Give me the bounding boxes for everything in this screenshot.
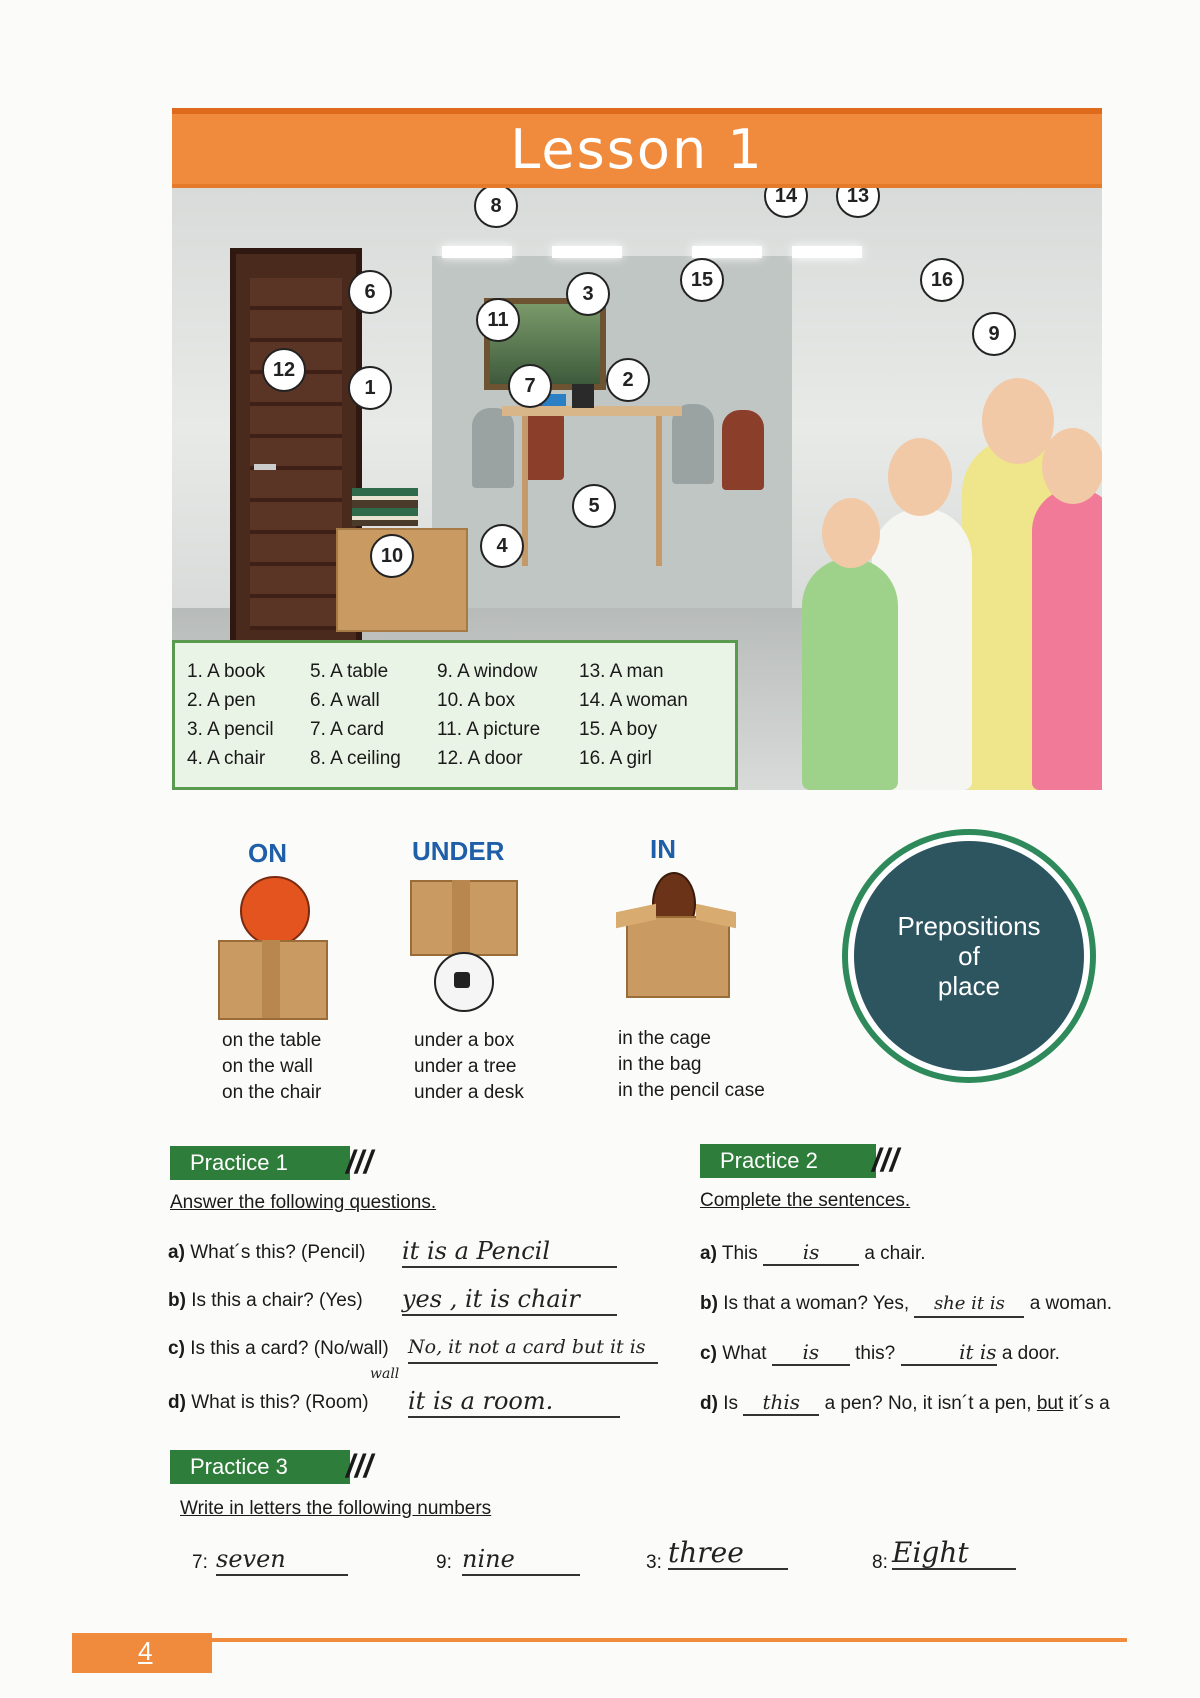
vocab-item: 1. A book xyxy=(187,661,266,682)
marker-11: 11 xyxy=(476,298,520,342)
marker-2: 2 xyxy=(606,358,650,402)
prep-heading-on: ON xyxy=(248,838,287,868)
practice-2-label: Practice 2 xyxy=(720,1148,818,1173)
prepositions-badge xyxy=(848,835,1090,1077)
page-number: 4 xyxy=(138,1636,153,1666)
vocab-item: 7. A card xyxy=(310,719,384,740)
practice-1-instruction: Answer the following questions. xyxy=(170,1192,437,1213)
question-label: a) xyxy=(168,1242,185,1263)
question-label: c) xyxy=(168,1338,185,1359)
number-7-answer[interactable]: seven xyxy=(216,1544,348,1576)
prep-examples-in xyxy=(618,1026,765,1104)
slash-decoration: /// xyxy=(872,1142,899,1178)
prep-example: on the wall xyxy=(222,1056,313,1077)
vocab-item: 4. A chair xyxy=(187,748,266,769)
question-text: Is this a chair? (Yes) xyxy=(191,1290,363,1311)
prep-example: in the pencil case xyxy=(618,1080,765,1101)
vocab-item: 3. A pencil xyxy=(187,719,274,740)
vocab-item: 14. A woman xyxy=(579,690,688,711)
marker-7: 7 xyxy=(508,364,552,408)
vocab-column xyxy=(579,657,688,773)
marker-13: 13 xyxy=(836,188,880,218)
prep-example: under a desk xyxy=(414,1082,524,1103)
prep-heading-in: IN xyxy=(650,834,676,864)
blank-c-2[interactable]: it is xyxy=(901,1340,997,1366)
family-picture xyxy=(692,338,1102,790)
sentence-text: a chair. xyxy=(864,1243,926,1264)
sentence-text: a woman. xyxy=(1029,1293,1113,1314)
sentence-text: a door. xyxy=(1001,1343,1060,1364)
prep-example: in the cage xyxy=(618,1028,711,1049)
practice-3-tag xyxy=(170,1448,373,1484)
sentence-b xyxy=(700,1292,1112,1318)
vocab-item: 13. A man xyxy=(579,661,664,682)
marker-15: 15 xyxy=(680,258,724,302)
prep-heading-under: UNDER xyxy=(412,836,505,866)
vocabulary-list xyxy=(172,640,738,790)
sentence-text: This xyxy=(721,1243,758,1264)
vocab-item: 2. A pen xyxy=(187,690,256,711)
blank-b[interactable]: she it is xyxy=(914,1292,1024,1318)
marker-10: 10 xyxy=(370,534,414,578)
question-d xyxy=(168,1392,369,1414)
ceiling-light xyxy=(442,246,512,258)
prep-example: in the bag xyxy=(618,1054,702,1075)
sentence-text: it´s a xyxy=(1068,1393,1110,1414)
practice-2-instruction: Complete the sentences. xyxy=(700,1190,911,1211)
number-3-label: 3: xyxy=(646,1552,662,1573)
marker-6: 6 xyxy=(348,270,392,314)
marker-9: 9 xyxy=(972,312,1016,356)
number-8-answer[interactable]: Eight xyxy=(892,1538,1016,1570)
question-c xyxy=(168,1338,389,1360)
sentence-c xyxy=(700,1340,1060,1366)
vocab-item: 6. A wall xyxy=(310,690,380,711)
blank-c-1[interactable]: is xyxy=(772,1340,850,1366)
practice-3-instruction: Write in letters the following numbers xyxy=(180,1498,492,1519)
number-7-label: 7: xyxy=(192,1552,208,1573)
pencil-holder xyxy=(572,384,594,408)
sentence-text: Is that a woman? Yes, xyxy=(723,1293,910,1314)
vocab-column xyxy=(310,657,401,773)
sentence-label: c) xyxy=(700,1343,717,1364)
sentence-text: but xyxy=(1036,1393,1064,1414)
slash-decoration: /// xyxy=(346,1144,373,1180)
chair-picture xyxy=(472,408,514,488)
marker-16: 16 xyxy=(920,258,964,302)
question-text: Is this a card? (No/wall) xyxy=(190,1338,389,1359)
ball-under-box-picture xyxy=(410,880,520,1010)
lesson-title: Lesson 1 xyxy=(510,118,764,181)
sentence-text: Is xyxy=(723,1393,738,1414)
prep-example: under a box xyxy=(414,1030,515,1051)
badge-line: place xyxy=(937,971,1001,1001)
badge-line: Prepositions xyxy=(897,911,1041,941)
prep-example: on the table xyxy=(222,1030,322,1051)
sentence-label: b) xyxy=(700,1293,718,1314)
prep-examples-on xyxy=(222,1028,321,1106)
number-8-label: 8: xyxy=(872,1552,888,1573)
books-picture xyxy=(352,488,418,526)
answer-c[interactable]: No, it not a card but it is xyxy=(408,1332,658,1364)
ceiling-light xyxy=(552,246,622,258)
vocab-column xyxy=(187,657,274,773)
vocab-item: 16. A girl xyxy=(579,748,652,769)
question-text: What is this? (Room) xyxy=(191,1392,369,1413)
answer-a[interactable]: it is a Pencil xyxy=(402,1236,617,1268)
practice-1-tag xyxy=(170,1144,373,1180)
practice-2-tag xyxy=(700,1142,899,1178)
sentence-d xyxy=(700,1390,1110,1416)
sentence-label: a) xyxy=(700,1243,717,1264)
answer-d[interactable]: it is a room. xyxy=(408,1386,620,1418)
number-9-label: 9: xyxy=(436,1552,452,1573)
marker-1: 1 xyxy=(348,366,392,410)
question-b xyxy=(168,1290,363,1312)
blank-a[interactable]: is xyxy=(763,1240,859,1266)
marker-3: 3 xyxy=(566,272,610,316)
slash-decoration: /// xyxy=(346,1448,373,1484)
sentence-text: this? xyxy=(855,1343,896,1364)
sentence-text: What xyxy=(722,1343,767,1364)
marker-4: 4 xyxy=(480,524,524,568)
number-9-answer[interactable]: nine xyxy=(462,1544,580,1576)
practice-1-label: Practice 1 xyxy=(190,1150,288,1175)
ball-on-box-picture xyxy=(218,870,328,1020)
prep-example: on the chair xyxy=(222,1082,322,1103)
vocab-item: 15. A boy xyxy=(579,719,658,740)
sentence-text: a pen? No, it isn´t a pen, xyxy=(824,1393,1032,1414)
practice-3-label: Practice 3 xyxy=(190,1454,288,1479)
answer-b[interactable]: yes , it is chair xyxy=(402,1284,617,1316)
footer-line xyxy=(212,1638,1127,1642)
vocab-item: 11. A picture xyxy=(437,719,541,740)
vocab-item: 12. A door xyxy=(437,748,523,769)
number-3-answer[interactable]: three xyxy=(668,1538,788,1570)
sentence-label: d) xyxy=(700,1393,718,1414)
prep-examples-under xyxy=(414,1028,524,1106)
question-text: What´s this? (Pencil) xyxy=(190,1242,366,1263)
ball-in-box-picture xyxy=(616,872,736,1002)
blank-d[interactable]: this xyxy=(743,1390,819,1416)
vocab-column xyxy=(437,657,540,773)
badge-line: of xyxy=(958,941,980,971)
marker-12: 12 xyxy=(262,348,306,392)
vocab-item: 9. A window xyxy=(437,661,538,682)
vocab-item: 5. A table xyxy=(310,661,389,682)
ceiling-light xyxy=(792,246,862,258)
vocab-item: 8. A ceiling xyxy=(310,748,401,769)
question-label: b) xyxy=(168,1290,186,1311)
question-label: d) xyxy=(168,1392,186,1413)
prep-example: under a tree xyxy=(414,1056,517,1077)
question-a xyxy=(168,1242,365,1264)
answer-c-note: wall xyxy=(370,1366,400,1382)
marker-14: 14 xyxy=(764,188,808,218)
ceiling-light xyxy=(692,246,762,258)
marker-8: 8 xyxy=(474,188,518,228)
vocab-item: 10. A box xyxy=(437,690,516,711)
marker-5: 5 xyxy=(572,484,616,528)
lesson-banner xyxy=(172,108,1102,188)
sentence-a xyxy=(700,1240,926,1266)
